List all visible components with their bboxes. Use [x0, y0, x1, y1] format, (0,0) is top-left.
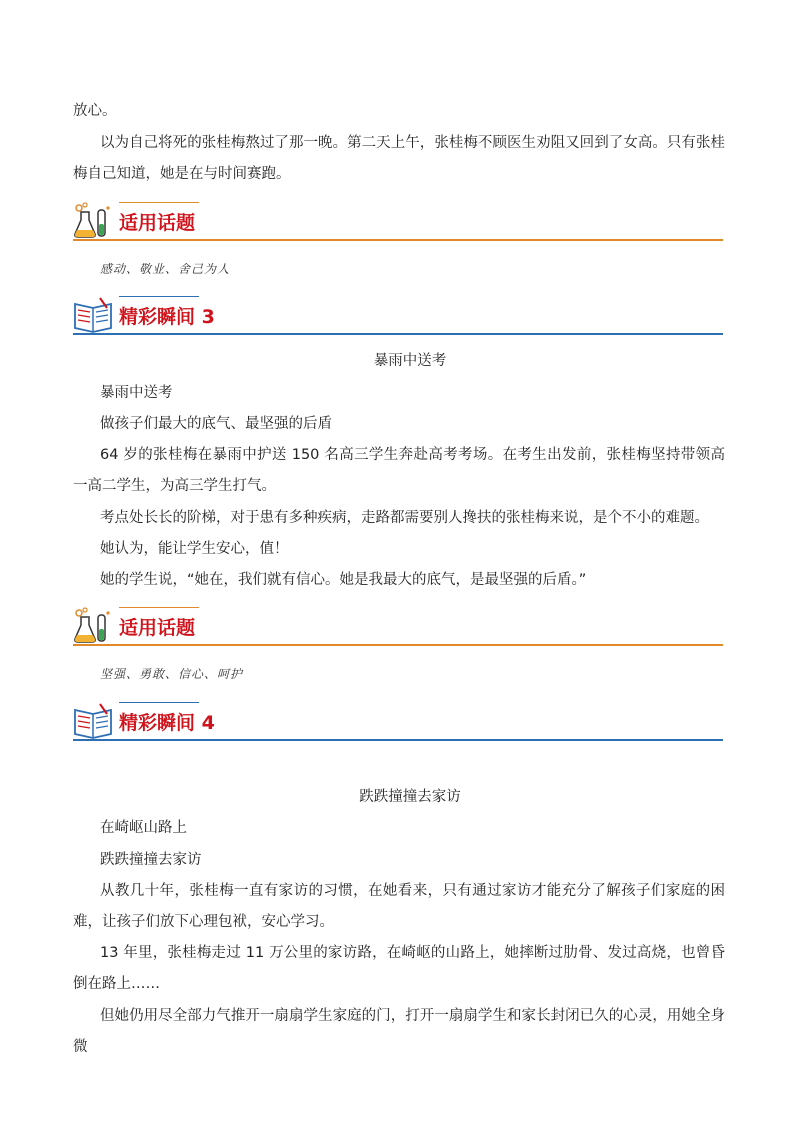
paragraph: 13 年里，张桂梅走过 11 万公里的家访路，在崎岖的山路上，她摔断过肋骨、发过高烧，也曾昏倒在路上……	[73, 945, 725, 992]
paragraph: 跌跌撞撞去家访	[100, 852, 202, 868]
section-title: 适用话题	[119, 212, 196, 234]
paragraph: 考点处长长的阶梯，对于患有多种疾病，走路都需要别人搀扶的张桂梅来说，是个不小的难题。	[100, 510, 709, 526]
section-divider	[73, 239, 723, 241]
book-icon	[73, 296, 113, 334]
flask-icon	[73, 607, 113, 645]
paragraph: 做孩子们最大的底气、最坚强的后盾	[100, 416, 332, 432]
story-heading: 跌跌撞撞去家访	[359, 789, 461, 805]
story-heading: 暴雨中送考	[373, 353, 447, 369]
paragraph: 放心。	[73, 103, 117, 119]
paragraph: 在崎岖山路上	[100, 820, 187, 836]
section-header-moment-4	[73, 702, 723, 742]
section-title: 精彩瞬间 3	[119, 306, 215, 328]
section-header-topics	[73, 607, 723, 647]
paragraph: 但她仍用尽全部力气推开一扇扇学生家庭的门，打开一扇扇学生和家长封闭已久的心灵，用她全身微	[73, 1008, 725, 1055]
paragraph: 她的学生说，“她在，我们就有信心。她是我最大的底气，是最坚强的后盾。”	[100, 572, 587, 588]
topic-list: 坚强、勇敢、信心、呵护	[100, 667, 244, 681]
paragraph: 她认为，能让学生安心，值！	[100, 541, 289, 557]
header-accent-line	[119, 296, 199, 297]
paragraph: 从教几十年，张桂梅一直有家访的习惯，在她看来，只有通过家访才能充分了解孩子们家庭的困难，让孩子们放下心理包袱，安心学习。	[73, 883, 725, 930]
section-divider	[73, 644, 723, 646]
section-header-moment-3	[73, 296, 723, 336]
header-accent-line	[119, 202, 199, 203]
book-icon	[73, 702, 113, 740]
section-divider	[73, 333, 723, 335]
topic-list: 感动、敬业、舍己为人	[100, 262, 231, 276]
paragraph: 暴雨中送考	[100, 385, 173, 401]
section-header-topics	[73, 202, 723, 242]
section-divider	[73, 739, 723, 741]
flask-icon	[73, 202, 113, 240]
header-accent-line	[119, 702, 199, 703]
header-accent-line	[119, 607, 199, 608]
paragraph: 64 岁的张桂梅在暴雨中护送 150 名高三学生奔赴高考考场。在考生出发前，张桂梅坚持带领高一高二学生，为高三学生打气。	[73, 447, 725, 494]
section-title: 适用话题	[119, 617, 196, 639]
paragraph: 以为自己将死的张桂梅熬过了那一晚。第二天上午，张桂梅不顾医生劝阻又回到了女高。只有张桂梅自己知道，她是在与时间赛跑。	[73, 135, 725, 182]
section-title: 精彩瞬间 4	[119, 712, 215, 734]
